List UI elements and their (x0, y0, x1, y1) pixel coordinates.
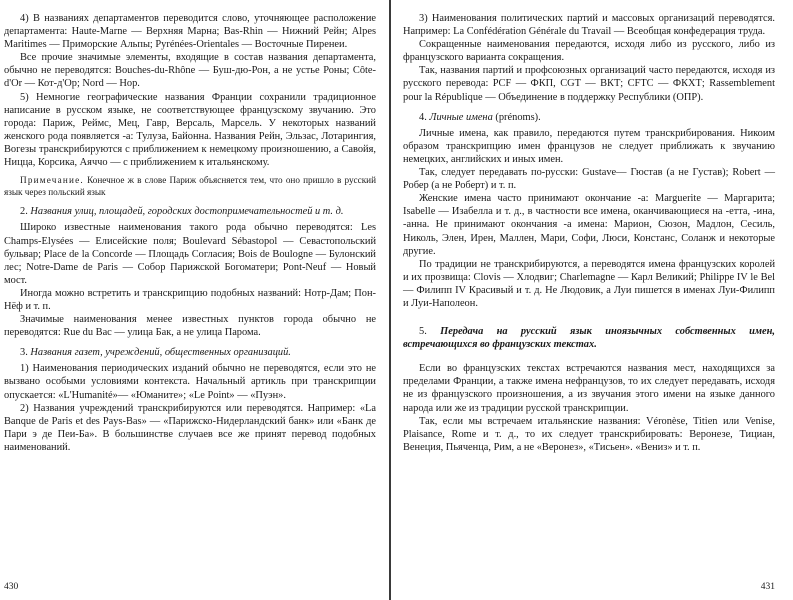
section-title: Передача на русский язык иноязычных собственных имен, встречающихся во французских текстах. (403, 326, 775, 351)
paragraph: Так, если мы встречаем итальянские названия: Véronèse, Titien или Venise, Plaisance, Rome и т. д., то их следует транскрибировать: Веронезе, Тициан, Венеция, Пьяченца, Рим, а не «Веронез», «Тисьен». «Вениз» и т. п. (403, 415, 775, 453)
footnote-text: Конечное ж в слове Париж объясняется тем, что оно пришло в русский язык через польский язык (4, 175, 376, 197)
section-number: 2. (20, 206, 28, 218)
paragraph: 1) Наименования периодических изданий обычно не переводятся, если это не вызвано особыми условиями контекста. Начальный артикль при транскрипции опускается: «L'Humanité»— «Юманите»; «Le Point» — «Пуэн». (4, 363, 376, 401)
paragraph: Если во французских текстах встречаются названия мест, находящихся за пределами Франции, а также имена нефранцузов, то их следует передавать, исходя не из французского произношения, а из звучания этого имени на языке данного народа или же из традиции русской транскрипции. (403, 363, 775, 414)
paragraph: 5) Немногие географические названия Франции сохранили традиционное написание в русском языке, не соответствующее французскому звучанию. Это города: Париж, Реймс, Мец, Гавр, Версаль, Марсель. У некоторых названий женского рода появляется -а: Тулуза, Байонна. Названия Рейн, Эльзас, Лотарингия, Вогезы транскрибируются с приближением к немецкому произношению, а Савойя, Ницца, Корсика, Аяччо — с приближением к итальянскому. (4, 91, 376, 169)
paragraph: 3) Наименования политических партий и массовых организаций переводятся. Например: La Confédération Générale du Travail — Всеобщая конфедерация труда. (403, 13, 775, 38)
section-heading (403, 111, 775, 124)
paragraph: Женские имена часто принимают окончание -а: Marguerite — Маргарита; Isabelle — Изабелла и т. д., в частности все имена, оканчивающиеся на -етта, -ина, -анна. Не принимают окончания -а имена: Марион, Сюзон, Мадлон, Сесиль, Николь, Элен, Ирен, Маллен, Мари, Софи, Люси, Констанс, Соланж и некоторые другие. (403, 193, 775, 257)
section-number: 3. (20, 347, 28, 359)
page-number: 431 (760, 581, 775, 592)
right-page (403, 12, 775, 594)
paragraph: Так, названия партий и профсоюзных организаций часто передаются, исходя из русского перевода: PCF — ФКП, CGT — ВКТ; CFTC — ФКХТ; Rassemblement pour la République — Объединение в поддержку Республики (ОПР). (403, 65, 775, 103)
section-number: 4. (419, 111, 427, 123)
book-gutter (389, 0, 391, 600)
left-page (4, 12, 376, 594)
paragraph: Так, следует передавать по-русски: Gustave— Гюстав (а не Густав); Robert — Робер (а не Роберт) и т. п. (403, 167, 775, 192)
footnote (4, 175, 376, 198)
paragraph: Сокращенные наименования передаются, исходя либо из русского, либо из французского варианта сокращения. (403, 39, 775, 64)
paragraph: Значимые наименования менее известных пунктов города обычно не переводятся: Rue du Bac — улица Бак, а не улица Парома. (4, 314, 376, 339)
section-title: Названия улиц, площадей, городских достопримечательностей и т. д. (30, 206, 344, 218)
paragraph: Все прочие значимые элементы, входящие в состав названия департамента, обычно не переводятся: Bouches-du-Rhône — Буш-дю-Рон, а не устье Роны; Côte-d'Or — Кот-д'Ор; Nord — Нор. (4, 52, 376, 90)
paragraph: 2) Названия учреждений транскрибируются или переводятся. Например: «La Banque de Paris et des Pays-Bas» — «Парижско-Нидерландский банк» или «Банк де Пари э де Пеи-Ба». В большинстве случаев все же принят перевод подобных наименований. (4, 402, 376, 453)
page-number: 430 (4, 581, 19, 592)
section-title: Личные имена (429, 111, 493, 123)
section-title-suffix: (prénoms). (495, 111, 541, 123)
section-number: 5. (419, 326, 427, 338)
paragraph: Широко известные наименования такого рода обычно переводятся: Les Champs-Elysées — Елисейские поля; Boulevard Sébastopol — Севастопольский бульвар; Place de la Concorde — Площадь Согласия; Bois de Boulogne — Булонский лес; Notre-Dame de Paris — Собор Парижской Богоматери; Pont-Neuf — Новый мост. (4, 222, 376, 286)
paragraph: 4) В названиях департаментов переводится слово, уточняющее расположение департамента: Haute-Marne — Верхняя Марна; Bas-Rhin — Нижний Рейн; Alpes Maritimes — Приморские Альпы; Pyrénées-Orientales — Восточные Пиренеи. (4, 13, 376, 51)
section-heading (4, 205, 376, 218)
section-title: Названия газет, учреждений, общественных организаций. (30, 347, 291, 359)
paragraph: Иногда можно встретить и транскрипцию подобных названий: Нотр-Дам; Пон-Нёф и т. п. (4, 287, 376, 312)
section-heading (403, 325, 775, 351)
section-heading (4, 346, 376, 359)
footnote-label: Примечание. (20, 175, 84, 186)
paragraph: По традиции не транскрибируются, а переводятся имена французских королей и их прозвища: Clovis — Хлодвиг; Charlemagne — Карл Великий; Philippe IV le Bel — Филипп IV Красивый и т. д. Не Людовик, а Луи пишется в именах Луи-Филипп и Луи-Наполеон. (403, 258, 775, 309)
paragraph: Личные имена, как правило, передаются путем транскрибирования. Никоим образом транскрипцию имен французов не следует приближать к звучанию немецких, английских и иных имен. (403, 127, 775, 165)
